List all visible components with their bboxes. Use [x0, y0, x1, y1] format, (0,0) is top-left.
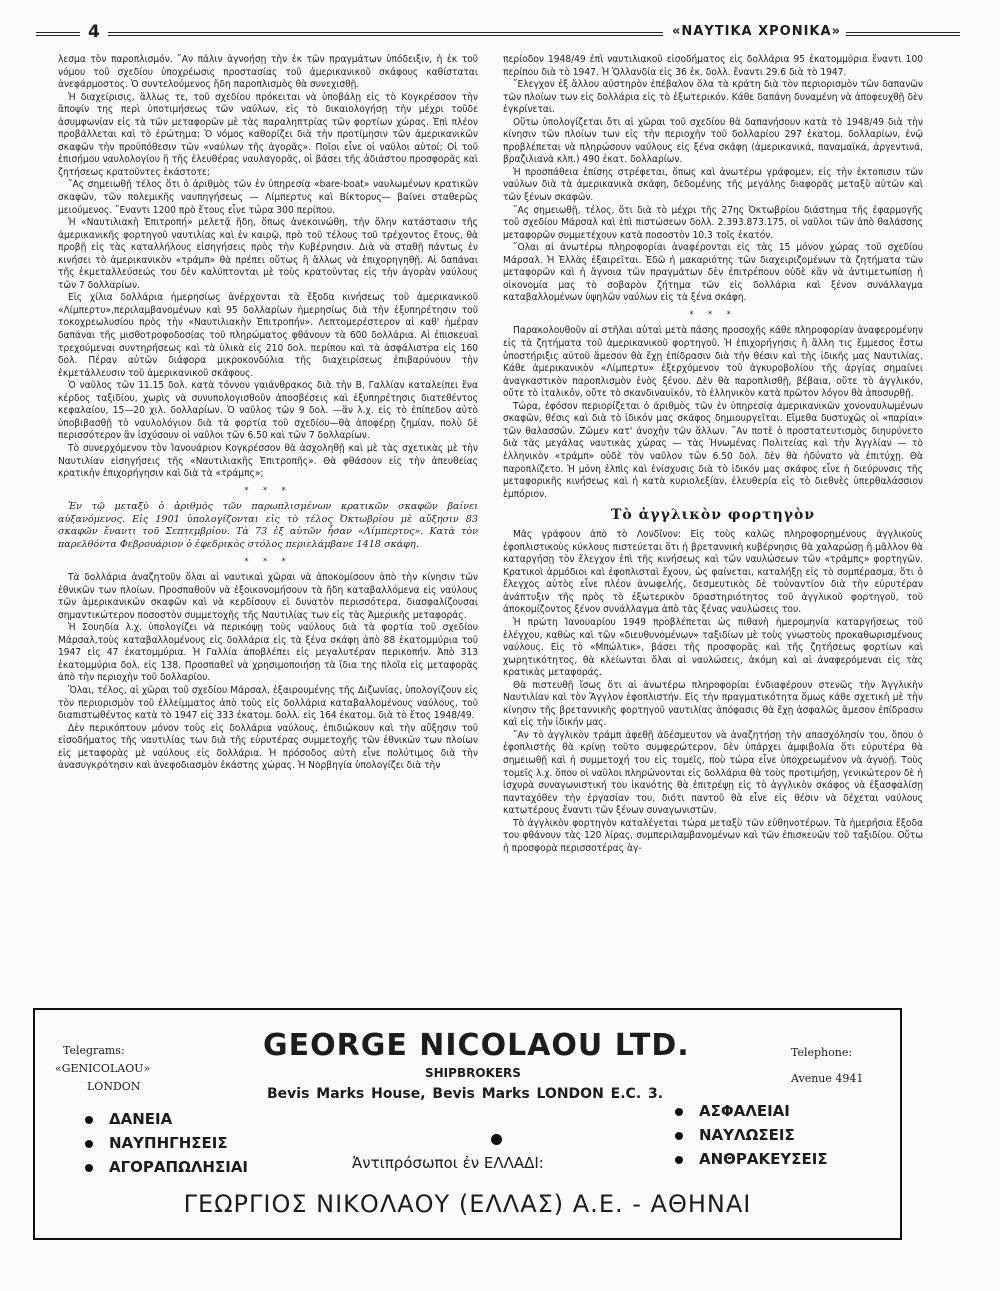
telegrams-address: «GENICOLAOU» [55, 1062, 151, 1075]
section-divider-stars: * * * [244, 485, 292, 496]
bullet-icon [85, 1164, 93, 1172]
page-header [36, 22, 960, 46]
left-paragraph: λεσμα τὸν παροπλισμόν. ῎Αν πάλιν ἀγνοήσῃ τὴν ἐκ τῶν πραγμάτων ὑπόδειξιν, ἡ ἐκ τοῦ νόμου τοῦ σχεδίου ὑποχρέωσις προστασίας τοῦ ἀμερικανικοῦ σκάφους καθίσταται ἀνεφάρμοστος. Ὁ συντελούμενος ἤδη παροπλισμὸς θὰ συνεχισθῇ. [58, 54, 478, 91]
service-item: ΑΣΦΑΛΕΙΑΙ [675, 1102, 790, 1120]
left-paragraph: Τὸ συνερχόμενον τὸν Ἰανουάριον Κογκρέσσον θὰ ἀσχοληθῇ καὶ μὲ τὰς σχετικὰς μὲ τὴν Ναυτιλίαν εἰσηγήσεις τῆς «Ναυτιλιακῆς Ἐπιτροπῆς». Θὰ φθάσουν εἰς τὴν ἀπευθείας κρατικὴν ἐπιχορήγησιν καὶ διὰ τὰ «τράμπς»; [58, 442, 478, 480]
right-paragraph: Μᾶς γράφουν ἀπὸ τὸ Λονδῖνον: Εἰς τοὺς καλῶς πληροφορημένους ἀγγλικοὺς ἐφοπλιστικοὺς κύκλους πιστεύεται ὅτι ἡ βρεταννικὴ κυβέρνησις θὰ χαλαρώσῃ ἢ μᾶλλον θὰ καταργήσῃ τὸν ἔλεγχον ἐπὶ τῆς κινήσεως καὶ τῶν ναυλώσεων τῶν «τράμπς» φορτηγῶν. Κρατικοὶ ἁρμόδιοι καὶ ἐφοπλισταὶ ἔχουν, ὡς φαίνεται, καταλήξῃ εἰς τὸ συμπέρασμα, ὅτι ὁ ἔλεγχος αὐτὸς εἶνε πλέον ἀνωφελής, δεσμευτικὸς δὲ τοὐναντίον διὰ τὴν εὐρυτέραν ἀνάπτυξιν τῆς πρὸς τὸ ἐξωτερικὸν δραστηριότητος τοῦ ἀγγλικοῦ φορτηγοῦ, τοῦ ἀποκομίζοντος ξένον συνάλλαγμα ἀπὸ τὰς ξένας ναυλώσεις του. [503, 529, 923, 616]
company-address: Bevis Marks House, Bevis Marks LONDON E.C. 3. [267, 1086, 664, 1102]
right-paragraph: ῞Ολαι αἱ ἀνωτέρω πληροφορίαι ἀναφέρονται εἰς τὰς 15 μόνον χώρας τοῦ σχεδίου Μάρσαλ. Ἡ Ἑλλὰς ἐξαιρεῖται. Ἐδῶ ἡ μακαριότης τῶν διαχειριζομένων τὰ ζητήματα τῶν μεταφορῶν καὶ ἡ ἄγνοια τῶν πραγμάτων δὲν ἐπιτρέπουν οὐδὲ κἂν νὰ ἀντιμετωπίσῃ ἡ οἰκονομία μας τὸ σοβαρὸν ζήτημα τῶν εἰς δολλάρια καὶ ξένον συνάλλαγμα καταβαλλομένων ὑψηλῶν ναύλων εἰς τὰ ξένα σκάφη. [503, 242, 923, 304]
right-paragraph: Τὸ ἀγγλικὸν φορτηγὸν καταλέγεται τώρα μεταξὺ τῶν εὐθηνοτέρων. Τὰ ἡμερήσια ἔξοδα του φθάνουν τὰς 120 λίρας, συμπεριλαμβανομένων καὶ τῶν ἐπισκευῶν τοῦ ταξιδίου. Οὕτω ἡ προσφορὰ περισσοτέρας ἀγ- [503, 817, 923, 854]
bullet-icon [85, 1140, 93, 1148]
company-name: GEORGE NICOLAOU LTD. [263, 1028, 690, 1063]
telephone-label: Telephone: [791, 1046, 853, 1059]
service-item: ΝΑΥΠΗΓΗΣΕΙΣ [85, 1134, 228, 1152]
left-column [58, 54, 478, 1054]
service-item: ΑΓΟΡΑΠΩΛΗΣΙΑΙ [85, 1158, 248, 1176]
telegrams-label: Telegrams: [63, 1044, 125, 1057]
right-paragraph: ῎Αν τὸ ἀγγλικὸν τράμπ ἀφεθῇ ἀδέσμευτον νὰ ἀναζητήσῃ τὴν απασχόλησίν του, ὅπου ὁ ἐφοπλιστὴς θὰ κρίνῃ τοῦτο συμφερώτερον, δὲν ὑπάρχει ἀμφιβολία ὅτι εὐρυτέρα θὰ σημειωθῇ καὶ ἡ συμμετοχή του εἰς τομεῖς, ποὺ τώρα εἶνε ὑποχρεωμένον νὰ ἀγνοῇ. Τοὺς τομεῖς λ.χ. ὅπου οἱ ναῦλοι πληρώνονται εἰς δολλάρια θὰ τοὺς προτιμήσῃ, γενικώτερον δὲ ἡ ἰσχυρὰ συναγωνιστική του ἱκανότης θὰ ἐπιτρέψῃ εἰς τὸ ἀγγλικὸν σκάφος νὰ ἐξασφαλίσῃ πανταχόθεν τὴν ἐργασίαν του, διότι παντοῦ θὰ εἶνε εἰς θέσιν νὰ δέχεται ναύλους κατωτέρους ἔναντι τῶν ξένων συναγωνιστῶν. [503, 729, 923, 817]
section-heading: Τὸ ἀγγλικὸν φορτηγὸν [610, 507, 816, 524]
bullet-icon [675, 1108, 683, 1116]
left-paragraph: Ἡ διαχείρισις, ἄλλως τε, τοῦ σχεδίου πρόκειται νὰ ὑποβάλῃ εἰς τὸ Κογκρέσσον τὴν ἄποψίν της περὶ ὑποτιμήσεως τῶν ναύλων, εἰς τὸ δικαιολογήσῃ τὴν μέχρι τοῦδε ἀσυμφωνίαν εἰς τὰ τῶν μεταφορῶν μὲ τὰς παραληπτρίας τῶν φορτίων χώρας. Ἐπὶ πλέον προβάλλεται καὶ τὸ ἐρώτημα: Ὁ νόμος καθορίζει διὰ τὴν προτίμησιν τῶν ἀμερικανικῶν σκαφῶν τὴν προϋπόθεσιν τῶν «ναύλων τῆς ἀγορᾶς». Ποῖοι εἶνε οἱ ναῦλοι αὐτοί; Οἱ τοῦ ἐπισήμου ναυλολογίου ἢ τῆς ἐλευθέρας ναυλαγορᾶς, οἱ βάσει τῆς ἀδιάστου προσφορᾶς καὶ ζητήσεως κρατοῦντες ἑκάστοτε; [58, 91, 478, 178]
header-rule-right [846, 32, 960, 36]
right-paragraph: Θὰ πιστευθῇ ἴσως ὅτι αἱ ἀνωτέρω πληροφορίαι ἐνδιαφέρουν στενῶς τὴν Ἀγγλικὴν Ναυτιλίαν καὶ τὸν Ἄγγλον ἐφοπλιστήν. Εἰς τὴν πραγματικότητα ὅμως κάθε σχετικὴ μὲ τὴν κίνησιν τῆς βρεταννικῆς φορτηγοῦ ναυτιλίας ἀπόφασις θὰ ἔχῃ ἀσφαλῶς ἄμεσον ἐπίδρασιν καὶ εἰς τὴν ἰδικήν μας. [503, 679, 923, 729]
right-paragraph: περίοδον 1948/49 ἐπὶ ναυτιλιακοῦ εἰσοδήματος εἰς δολλάρια 95 ἑκατομμύρια ἔναντι 100 περίπου διὰ τὸ 1947. Ἡ Ὁλλανδία εἰς 36 ἑκ. δολλ. ἔναντι 29.6 διὰ τὸ 1947. [503, 54, 923, 78]
section-divider-stars: * * * [689, 309, 737, 320]
left-paragraph: Τὰ δολλάρια ἀναζητοῦν ὅλαι αἱ ναυτικαὶ χῶραι νὰ ἀποκομίσουν ἀπὸ τὴν κίνησιν τῶν ἐθνικῶν των πλοίων. Προσπαθοῦν νὰ ἐξοικονομήσουν τὰ ἤδη καταβαλλόμενα εἰς ναύλους τῶν ἀμερικανικῶν σκαφῶν καὶ νὰ κερδίσουν εἰ δυνατὸν περισσότερα, διασφαλίζουσαι σημαντικώτερον ποσοστὸν συμμετοχῆς τῆς Ναυτιλίας των εἰς τὰς Ἀμερικῆς μεταφοράς. [58, 572, 478, 621]
header-rule-middle [108, 32, 663, 36]
telephone-number: Avenue 4941 [791, 1072, 864, 1085]
left-paragraph: Ἡ Σουηδία λ.χ. ὑπολογίζει νὰ περικόψῃ τοὺς ναύλους διὰ τὰ φορτία τοῦ σχεδίου Μάρσαλ,τοὺς καταβαλλομένους εἰς δολλάρια εἰς τὰ ξένα σκάφη ἀπὸ 88 ἑκατομμύρια τοῦ 1947 εἰς 47 ἑκατομμύρια. Ἡ Γαλλία ἀποβλέπει εἰς μεγαλυτέραν περικοπήν. Ἀπὸ 313 ἑκατομμύρια δολ. εἰς 138. Προσπαθεῖ νὰ χρησιμοποιήσῃ τὰ ἴδια της πλοῖα εἰς μεταφορὰς ἀπὸ τὴν περιοχὴν τοῦ δολλαρίου. [58, 622, 478, 684]
italic-note-paragraph: Ἐν τῷ μεταξὺ ὁ ἀριθμὸς τῶν παρωπλισμένων κρατικῶν σκαφῶν βαίνει αὐξανόμενος. Εἰς 1901 ὑπολογίζονται εἰς τὸ τέλος Ὀκτωβρίου μὲ αὔξησιν 83 σκαφῶν ἔναντι τοῦ Σεπτεμβρίου. Τὰ 73 ἐξ αὐτῶν ἦσαν «Λίμπερτυς». Κατὰ τὸν παρελθόντα Φεβρουάριον ὁ ἐφεδρικὸς στόλος περιελάμβανε 1418 σκάφη. [58, 501, 478, 550]
left-paragraph: Ἡ «Ναυτιλιακὴ Ἐπιτροπή» μελετᾷ ἤδη, ὅπως ἀνεκοινώθη, τὴν ὅλην κατάστασιν τῆς ἀμερικανικῆς φορτηγοῦ ναυτιλίας καὶ ἐν καιρῷ, πρὸ τοῦ τέλους τοῦ τρέχοντος ἔτους, θὰ προβῇ εἰς τὰς καταλλήλους εἰσηγήσεις πρὸς τὴν Κυβέρνησιν. Διὰ νὰ σταθῇ πάντως ἐν κινήσει τὸ ἀμερικανικὸν «τράμπ» θὰ πρέπει οὕτως ἢ ἄλλως νὰ ἐπιχορηγηθῇ. Αἱ δαπάναι τῆς ἐκμεταλλεύσεώς του δὲν καλύπτονται μὲ τοὺς κρατοῦντας εἰς τὴν ἀγορὰν ναύλους τῶν 7 δολλαρίων. [58, 217, 478, 291]
company-subtitle: SHIPBROKERS [425, 1066, 521, 1080]
left-paragraph: Ὁ ναῦλος τῶν 11.15 δολ. κατὰ τόννον γαιάνθρακος διὰ τὴν Β. Γαλλίαν καταλείπει ἕνα κέρδος ταξιδίου, χωρὶς νὰ συνυπολογισθοῦν ἀποσβέσεις καὶ ἐξυπηρέτησις διατεθέντος κεφαλαίου, 15—20 χιλ. δολλαρίων. Ὁ ναῦλος τῶν 9 δολ. —ἂν λ.χ. εἰς τὸ ἐπίπεδον αὐτὸ ὑποβιβασθῇ τὸ ναυλολόγιον διὰ τὰ φορτία τοῦ σχεδίου—θὰ ἀποφέρῃ ζημίαν, πολὺ δὲ περισσότερον ἂν ἰσχύσουν οἱ ναῦλοι τῶν 6.50 καὶ τῶν 7 δολλαρίων. [58, 380, 478, 442]
greek-representative-company: ΓΕΩΡΓΙΟΣ ΝΙΚΟΛΑΟΥ (ΕΛΛΑΣ) Α.Ε. - ΑΘΗΝΑΙ [183, 1190, 752, 1218]
page-number: 4 [88, 22, 100, 42]
right-paragraph: Παρακολουθοῦν αἱ στῆλαι αὐταὶ μετὰ πάσης προσοχῆς κάθε πληροφορίαν ἀναφερομένην εἰς τὰ ζητήματα τοῦ ἀμερικανικοῦ φορτηγοῦ. Ἡ ἐπιχορήγησις ἢ ἄλλη τις ἔμμεσος ἔστω ὑποστήριξις αὐτοῦ ἄμεσον θὰ ἔχῃ ἐπίδρασιν διὰ τὴν θέσιν καὶ τὴς ἰδικῆς μας Ναυτιλίας. Κάθε ἀμερικανικὸν «Λίμπερτυ» ἐξερχόμενον τοῦ ἀγκυροβολίου τῆς ἀργίας σημαίνει ἀναγκαστικὸν παροπλισμὸν ἑνὸς ξένου. Δὲν θὰ παροπλισθῇ, βέβαια, οὔτε τὸ ἀγγλικόν, οὔτε τὸ ἰταλικόν, οὔτε τὸ σκανδιναυϊκόν, τὸ ἑλληνικὸν κατὰ πρῶτον λόγον θὰ ἀποσυρθῇ. [503, 325, 923, 400]
left-paragraph: Εἰς χίλια δολλάρια ἡμερησίως ἀνέρχονται τὰ ἔξοδα κινήσεως τοῦ ἀμερικανικοῦ «Λίμπερτυ»,περιλαμβανομένων καὶ 95 δολλαρίων ἡμερησίως διὰ τὴν ἐξυπηρέτησιν τοῦ τοκοχρεωλυσίου πρὸς τὴν «Ναυτιλιακὴν Ἐπιτροπήν». Λεπτομερέστερον αἱ καθ' ἡμέραν δαπάναι τῆς μισθοτροφοδοσίας τοῦ πληρώματος φθάνουν τὰ 600 δολλάρια. Αἱ ἐπισκευαὶ τρεχούμεναι συντηρήσεως καὶ τὰ ὑλικὰ εἰς 210 δολ. περίπου καὶ τὰ ἀσφάλιστρα εἰς 160 δολ. Πέραν αὐτῶν διάφορα μικροκονδύλια τῆς διαχειρίσεως ἐπιβαρύνουν τὴν ἐκμετάλλευσιν τοῦ ἀμερικανικοῦ σκάφους. [58, 292, 478, 379]
service-item: ΝΑΥΛΩΣΕΙΣ [675, 1126, 795, 1144]
bullet-icon [85, 1116, 93, 1124]
telegrams-city: LONDON [87, 1080, 141, 1093]
service-item: ΔΑΝΕΙΑ [85, 1110, 172, 1128]
right-paragraph: Ἡ προσπάθεια ἐπίσης στρέφεται, ὅπως καὶ ἀνωτέρω γράφομεν, εἰς τὴν ἐκτοπισιν τῶν ναύλων διὰ τὰ ἀμερικανικὰ σκάφη, δεδομένης τῆς μεγάλης διαφορᾶς μεταξὺ αὐτῶν καὶ τῶν ξένων σκαφῶν. [503, 166, 923, 204]
publication-title: «ΝΑΥΤΙΚΑ ΧΡΟΝΙΚΑ» [672, 24, 841, 39]
service-item: ΑΝΘΡΑΚΕΥΣΕΙΣ [675, 1150, 828, 1168]
advertisement-box [33, 1008, 902, 1240]
bullet-icon [675, 1156, 683, 1164]
representatives-label: Ἀντιπρόσωποι ἐν ΕΛΛΑΔΙ: [352, 1154, 544, 1172]
right-paragraph: Οὕτω ὑπολογίζεται ὅτι αἱ χῶραι τοῦ σχεδίου θὰ δαπανήσουν κατὰ τὸ 1948/49 διὰ τὴν κίνησιν τῶν πλοίων των εἰς τὴν περιοχὴν τοῦ δολλαρίου 297 ἑκατομ. δολλαρίων, ἐνῷ προβλέπεται νὰ πληρώσουν ναύλους εἰς ξένα σκάφη (ἀμερικανικά, παναμαϊκά, ἀργεντινά, βραζιλιανὰ κλπ.) 490 ἑκατ. δολλαρίων. [503, 116, 923, 166]
right-column [503, 54, 923, 1054]
right-paragraph: ῎Ελεγχον ἐξ ἄλλου αὐστηρὸν ἐπέβαλον ὅλα τὰ κράτη διὰ τὸν περιορισμὸν τῶν δαπανῶν τῶν πλοίων των εἰς δολλάρια εἰς τὸ ἐξωτερικόν. Κάθε δαπάνη δυναμένη νὰ ἀποφευχθῇ δὲν ἐγκρίνεται. [503, 79, 923, 116]
left-paragraph: Δὲν περικόπτουν μόνον τοὺς εἰς δολλάρια ναύλους, ἐπιδιώκουν καὶ τὴν αὔξησιν τοῦ εἰσοδήματος τῆς ναυτιλίας των διὰ τῆς εὐρυτέρας συμμετοχῆς τῶν ἐθνικῶν των πλοίων εἰς μεταφορὰς μὲ ναύλους εἰς δολλάρια. Ἡ πρόσοδος αὐτὴ εἶνε πολύτιμος διὰ τὴν ἀνασυγκρότησιν καὶ ἀνεφοδιασμὸν ἑκάστης χώρας. Ἡ Νορβηγία ὑπολογίζει διὰ τὴν [58, 722, 478, 772]
right-paragraph: Τώρα, ἐφόσον περιορίζεται ὁ ἀριθμὸς τῶν ἐν ὑπηρεσίᾳ ἀμερικανικῶν χονοναυλωμένων σκαφῶν, θέσις καὶ διὰ τὸ ἰδικόν μας σκάφος δημιουργεῖται. Εἴμεθα δυστυχῶς οἱ «παρίαι» τῶν θαλασσῶν. Ζῶμεν κατ' ἀνοχὴν τῶν ἄλλων. ῎Αν ποτὲ ὁ προστατευτισμὸς διηυρύνετο διὰ τὰς μεγάλας ναυτικὰς χώρας — τὰς Ἡνωμένας Πολιτείας καὶ τὴν Ἀγγλίαν — τὸ ἑλληνικὸν «τράμπ» οὐδὲ τὸν ναῦλον τῶν 6.50 δολ. δὲν θὰ ἠδύνατο νὰ ἐπιτύχῃ. Θὰ παροπλίζετο. Ἡ μόνη ἐλπὶς καὶ ἐνίσχυσις διὰ τὸ ἰδικόν μας σκάφος εἶνε ἡ διεύρυνσις τῆς μεταφορικῆς κινήσεως καὶ ἡ κατὰ κυριολεξίαν, ἐλευθερία εἰς τὸ διεθνὲς ὑπερθαλάσσιον ἐμπόριον. [503, 400, 923, 500]
center-bullet-icon [491, 1134, 502, 1145]
left-paragraph: Ὅλαι, τέλος, αἱ χῶραι τοῦ σχεδίου Μάρσαλ, ἐξαιρουμένης τῆς Διζωνίας, ὑπολογίζουν εἰς τὸν περιορισμὸν τοῦ ἐλλείμματος ἀπὸ τοὺς εἰς δολλάρια καταβαλλομένους ναύλους, τοῦ διαπιστωθέντος κατὰ τὸ 1947 εἰς 333 ἑκατομ. δολλ. εἰς 164 ἑκατομ. διὰ τὸ ἔτος 1948/49. [58, 684, 478, 722]
section-divider-stars: * * * [244, 556, 292, 567]
right-paragraph: Ἡ πρώτη Ἰανουαρίου 1949 προβλέπεται ὡς πιθανὴ ἡμερομηνία καταργήσεως τοῦ ἐλέγχου, καθὼς καὶ τῶν «διευθυνομένων» ταξιδίων μὲ τοὺς γνωστοὺς προκαθωρισμένους ναύλους. Εἰς τὸ «Μπώλτικ», βάσει τῆς προσφορᾶς καὶ τῆς ζητήσεως φορτίων καὶ χωρητικότητος, θὰ κλείωνται ὅλαι αἱ ναυλώσεις, ἀκόμη καὶ αἱ ἀναφερόμεναι εἰς τὰς κρατικὰς μεταφοράς. [503, 616, 923, 679]
bullet-icon [675, 1132, 683, 1140]
right-paragraph: ῞Ας σημειωθῇ, τέλος, ὅτι διὰ τὸ μέχρι τῆς 27ης Ὀκτωβρίου διάστημα τῆς ἐφαρμογῆς τοῦ σχεδίου Μάρσαλ καὶ ἐπὶ πιστώσεων δολλ. 2.393.873.175, οἱ ναῦλοι τῶν ἀπὸ θαλάσσης μεταφορῶν συμμετέχουν κατὰ ποσοστὸν 10.3 τοῖς ἑκατόν. [503, 204, 923, 241]
header-rule-left [36, 32, 80, 36]
left-paragraph: ῎Ας σημειωθῇ τέλος ὅτι ὁ ἀριθμὸς τῶν ἐν ὑπηρεσίᾳ «bare-boat» ναυλωμένων κρατικῶν σκαφῶν, τῶν πολεμικῆς ναυπηγήσεως — Λίμπερτυς καὶ Βίκτορυς— βαίνει σταθερῶς μειούμενος. ῎Εναντι 1200 πρὸ ἔτους εἶνε τώρα 300 περίπου. [58, 179, 478, 216]
